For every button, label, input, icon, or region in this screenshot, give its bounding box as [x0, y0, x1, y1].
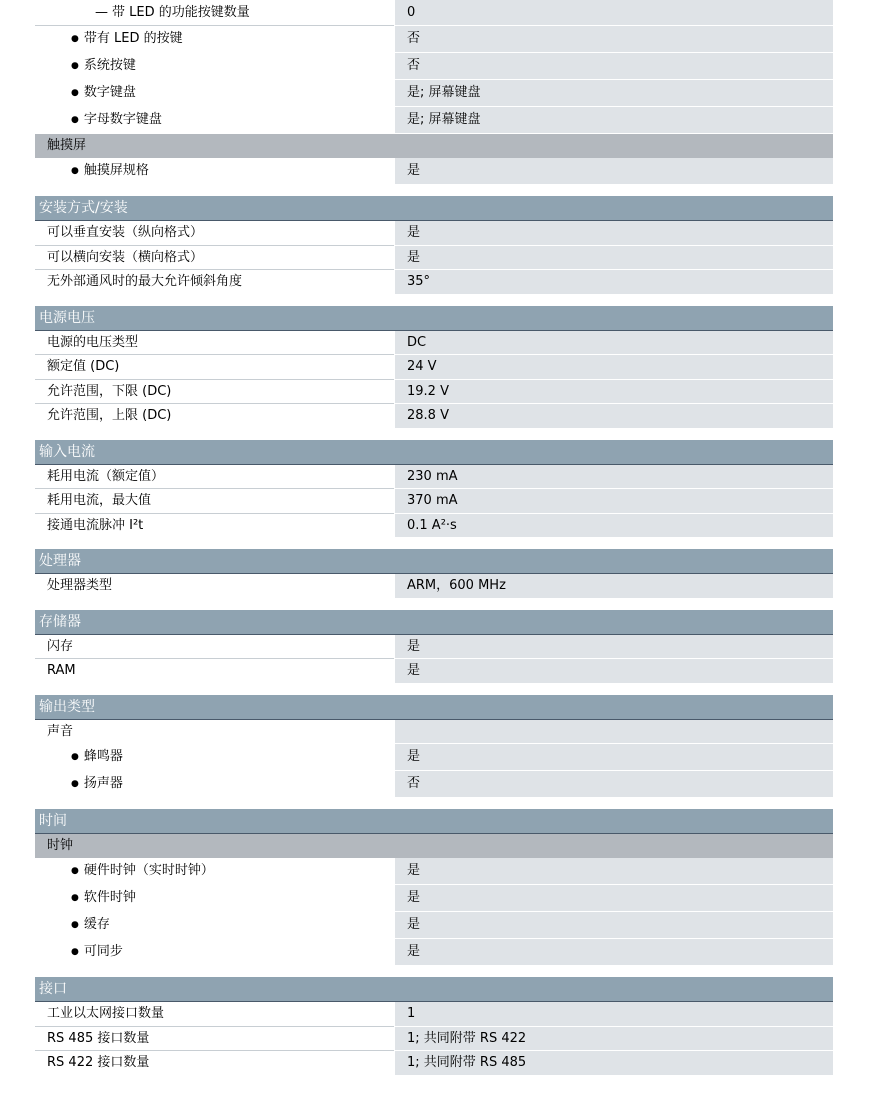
spec-label: 可同步: [83, 944, 123, 959]
spec-value: 是: [395, 885, 833, 912]
spec-row: [35, 771, 833, 798]
spec-value: 0.1 A²·s: [395, 514, 833, 539]
bullet-icon: [71, 112, 84, 127]
section-header: 安装方式/安装: [35, 196, 833, 221]
spec-value: 是: [395, 158, 833, 185]
spec-value: 1; 共同附带 RS 485: [395, 1051, 833, 1076]
section-header: 输出类型: [35, 695, 833, 720]
spec-label: 可以横向安装（横向格式）: [35, 246, 394, 271]
dash-marker: [95, 5, 112, 20]
spec-label: 缓存: [83, 917, 110, 932]
spec-label: 扬声器: [83, 776, 123, 791]
spec-label: 系统按键: [83, 58, 136, 73]
spec-label: 工业以太网接口数量: [35, 1002, 394, 1027]
spec-label: RS 485 接口数量: [35, 1027, 394, 1052]
keys-section: [35, 0, 833, 185]
spec-row: [35, 53, 833, 80]
bullet-icon: [71, 163, 84, 178]
spec-value: 是: [395, 246, 833, 271]
bullet-icon: [71, 890, 84, 905]
subsection-title: 时钟: [47, 838, 74, 853]
section-header: 输入电流: [35, 440, 833, 465]
spec-value: 35°: [395, 270, 833, 295]
spec-value: 24 V: [395, 355, 833, 380]
spec-value: 370 mA: [395, 489, 833, 514]
spec-value: 是: [395, 635, 833, 660]
bullet-icon: [71, 31, 84, 46]
output-section: [35, 695, 833, 799]
spec-value: 否: [395, 771, 833, 798]
spec-label: 无外部通风时的最大允许倾斜角度: [35, 270, 394, 295]
spec-row: [35, 26, 833, 53]
spec-row: [35, 885, 833, 912]
spec-value: 19.2 V: [395, 380, 833, 405]
spec-label: 闪存: [35, 635, 394, 660]
spec-value: 是: [395, 659, 833, 684]
section-header: 存储器: [35, 610, 833, 635]
spec-value: 1; 共同附带 RS 422: [395, 1027, 833, 1052]
spec-row: [35, 912, 833, 939]
subsection-header-touch: [35, 134, 833, 158]
spec-label: 可以垂直安装（纵向格式）: [35, 221, 394, 246]
spec-value: 否: [395, 26, 833, 53]
section-header: 接口: [35, 977, 833, 1002]
mounting-section: [35, 196, 833, 295]
spec-value: 是: [395, 744, 833, 771]
spec-label: 字母数字键盘: [83, 112, 162, 127]
spec-row: [35, 80, 833, 107]
bullet-icon: [71, 58, 84, 73]
subsection-header-clock: [35, 834, 833, 858]
spec-row: [35, 939, 833, 966]
spec-sheet: [35, 0, 833, 1076]
bullet-icon: [71, 863, 84, 878]
spec-value: DC: [395, 331, 833, 356]
spec-value: 28.8 V: [395, 404, 833, 429]
spec-group-label: 声音: [35, 720, 394, 745]
interfaces-section: [35, 977, 833, 1076]
spec-value: 0: [395, 0, 833, 26]
spec-value: ARM，600 MHz: [395, 574, 833, 599]
spec-label: RS 422 接口数量: [35, 1051, 394, 1076]
spec-value: 是: [395, 939, 833, 966]
spec-label: 额定值 (DC): [35, 355, 394, 380]
current-section: [35, 440, 833, 539]
spec-label: 触摸屏规格: [83, 163, 149, 178]
spec-label: 允许范围，上限 (DC): [35, 404, 394, 429]
spec-label: 带有 LED 的按键: [83, 31, 183, 46]
spec-row: [35, 158, 833, 185]
spec-value: 是; 屏幕键盘: [395, 80, 833, 107]
power-section: [35, 306, 833, 429]
bullet-icon: [71, 944, 84, 959]
spec-label: 软件时钟: [83, 890, 136, 905]
spec-value: 否: [395, 53, 833, 80]
time-section: [35, 809, 833, 966]
spec-row: [35, 858, 833, 885]
spec-value: 是: [395, 221, 833, 246]
spec-label: 耗用电流，最大值: [35, 489, 394, 514]
bullet-icon: [71, 749, 84, 764]
spec-label: 处理器类型: [35, 574, 394, 599]
spec-label: 带 LED 的功能按键数量: [112, 5, 250, 20]
section-header: 时间: [35, 809, 833, 834]
memory-section: [35, 610, 833, 684]
spec-value: 1: [395, 1002, 833, 1027]
spec-label: 耗用电流（额定值）: [35, 465, 394, 490]
subsection-title: 触摸屏: [47, 138, 87, 153]
spec-row: [35, 107, 833, 134]
spec-value: 是; 屏幕键盘: [395, 107, 833, 134]
bullet-icon: [71, 917, 84, 932]
spec-label: 数字键盘: [83, 85, 136, 100]
bullet-icon: [71, 776, 84, 791]
spec-row: [35, 744, 833, 771]
spec-label: RAM: [35, 659, 394, 684]
processor-section: [35, 549, 833, 599]
bullet-icon: [71, 85, 84, 100]
spec-label: 电源的电压类型: [35, 331, 394, 356]
section-header: 处理器: [35, 549, 833, 574]
spec-value: 230 mA: [395, 465, 833, 490]
section-header: 电源电压: [35, 306, 833, 331]
spec-label: 硬件时钟（实时时钟）: [83, 863, 214, 878]
spec-row: [35, 0, 833, 26]
spec-label: 允许范围，下限 (DC): [35, 380, 394, 405]
spec-value: 是: [395, 858, 833, 885]
spec-value: 是: [395, 912, 833, 939]
spec-label: 蜂鸣器: [83, 749, 123, 764]
spec-label: 接通电流脉冲 I²t: [35, 514, 394, 539]
